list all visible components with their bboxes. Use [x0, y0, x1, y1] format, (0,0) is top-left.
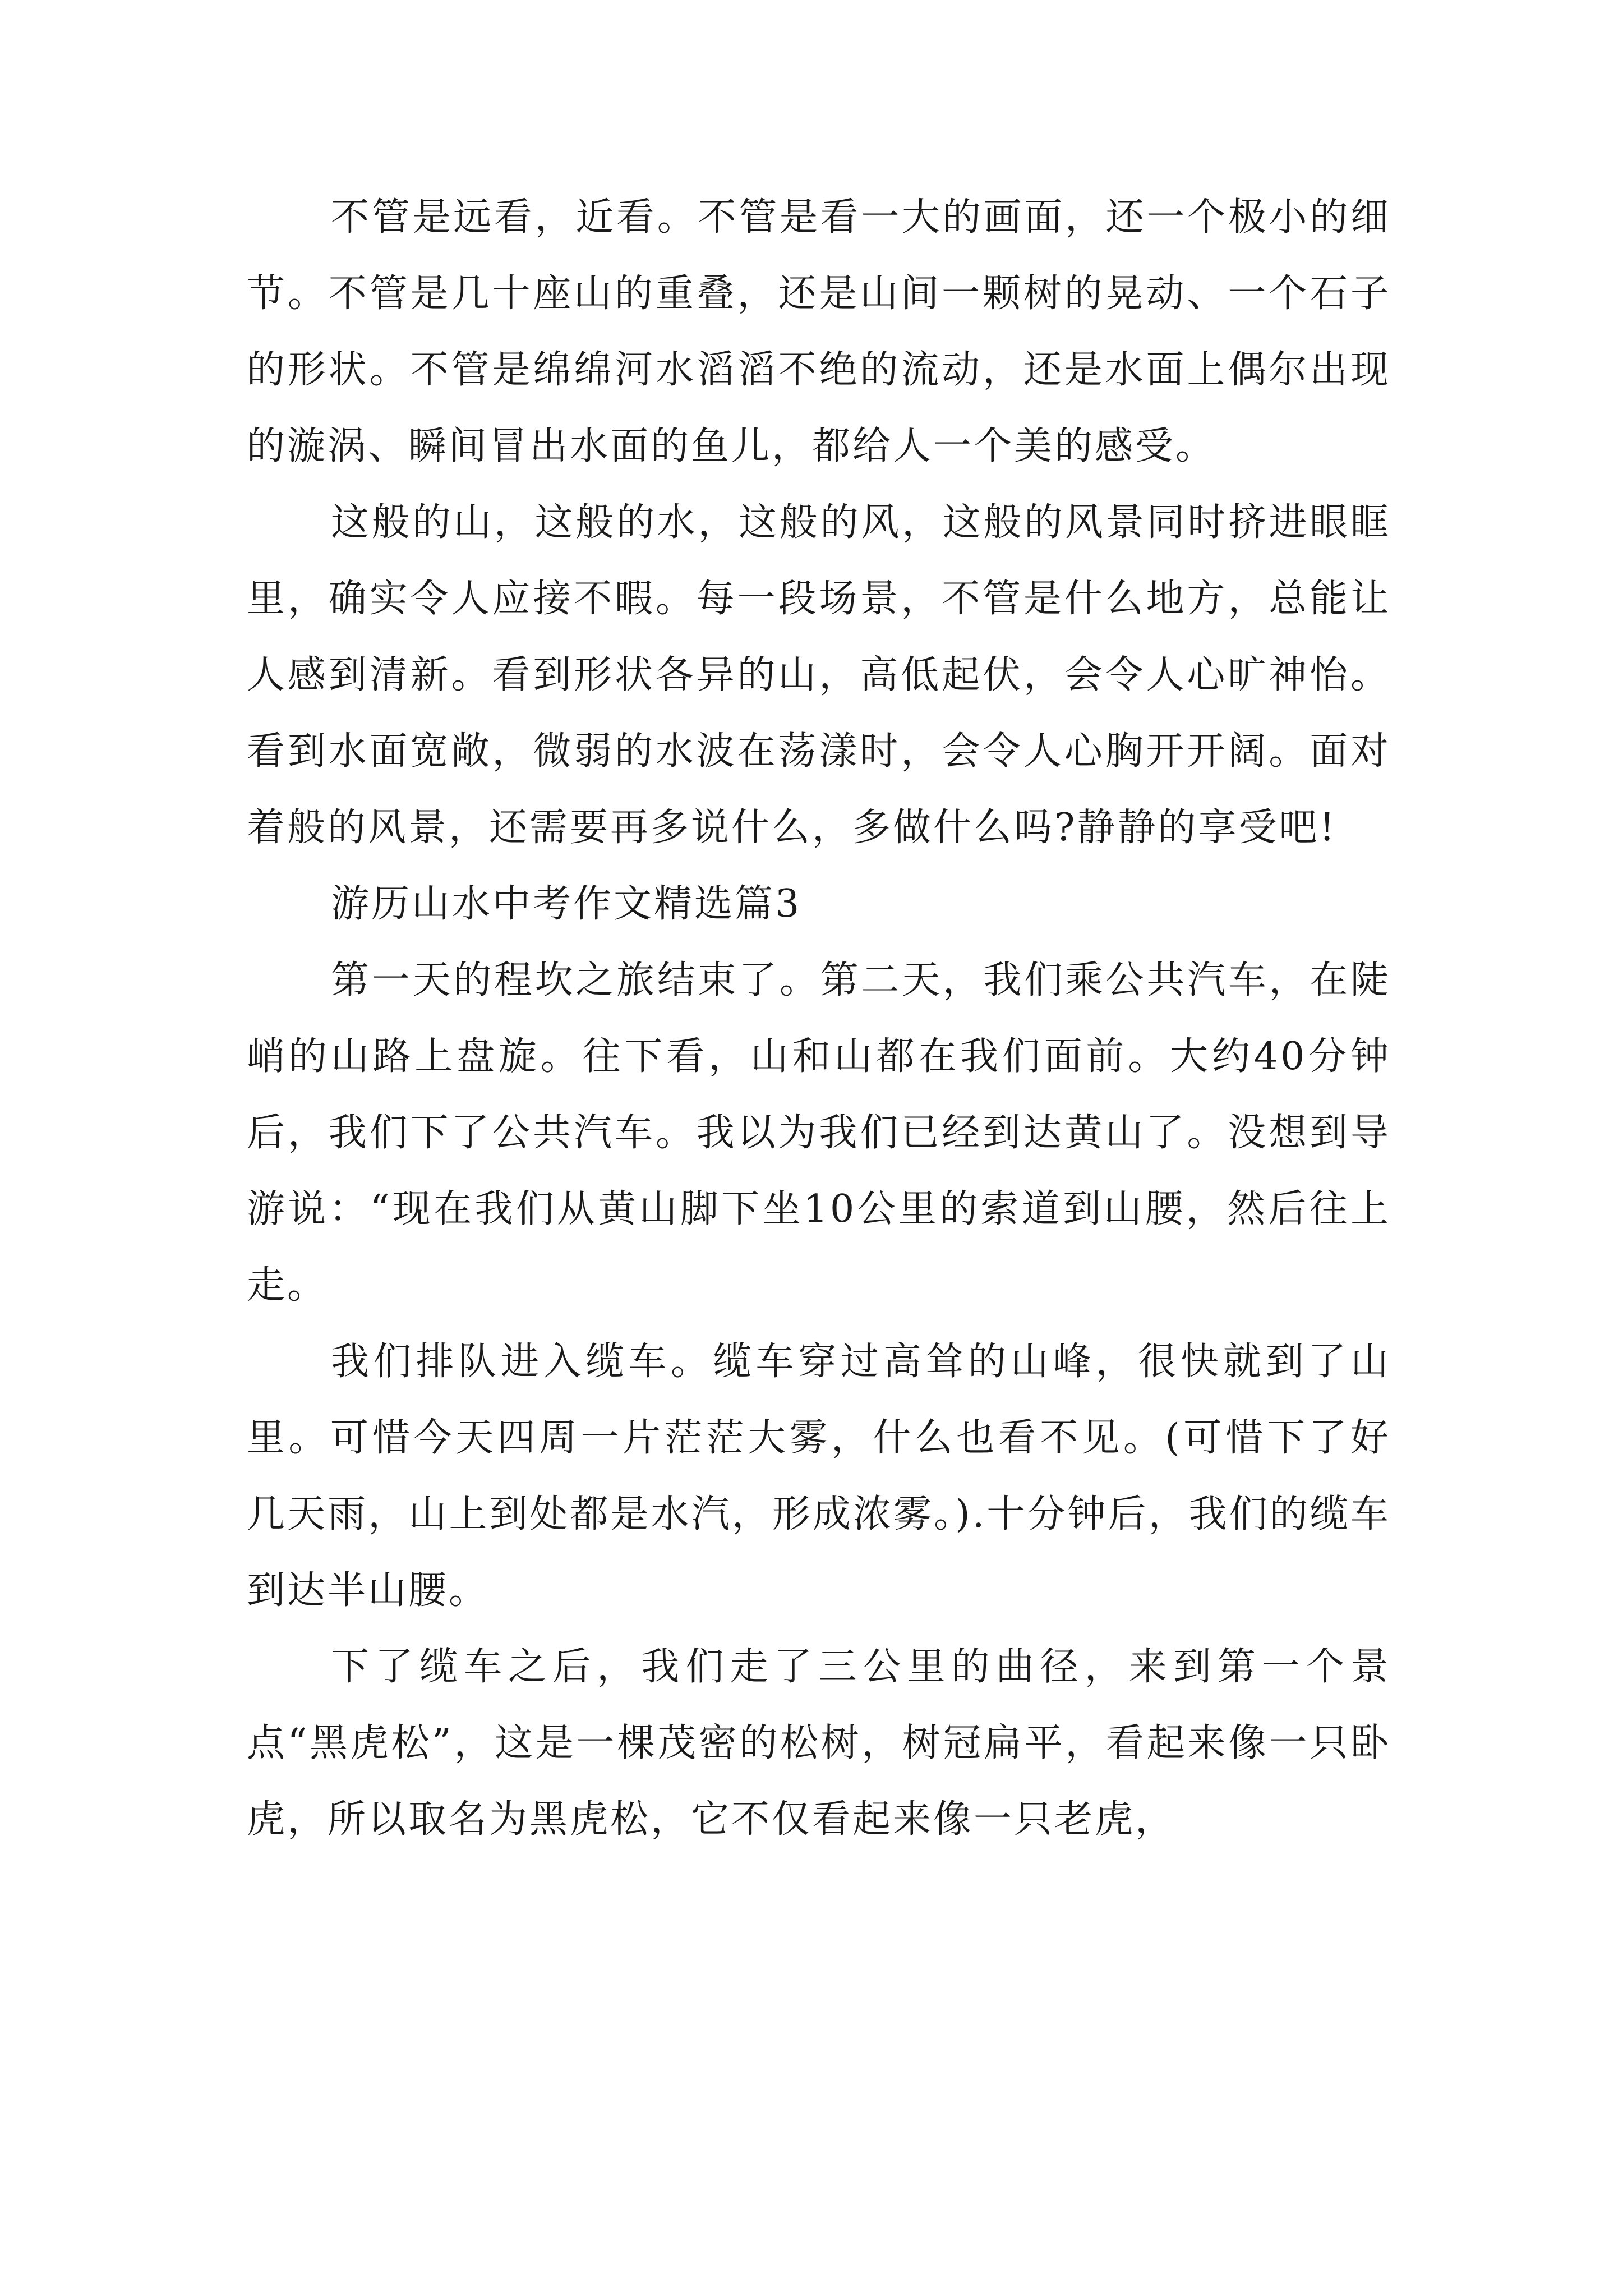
- paragraph: 不管是远看，近看。不管是看一大的画面，还一个极小的细节。不管是几十座山的重叠，还是山间一颗树的晃动、一个石子的形状。不管是绵绵河水滔滔不绝的流动，还是水面上偶尔出现的漩涡、瞬间冒出水面的鱼儿，都给人一个美的感受。: [247, 195, 1391, 468]
- paragraph: 我们排队进入缆车。缆车穿过高耸的山峰，很快就到了山里。可惜今天四周一片茫茫大雾，什么也看不见。(可惜下了好几天雨，山上到处都是水汽，形成浓雾。).十分钟后，我们的缆车到达半山腰。: [247, 1340, 1391, 1613]
- section-heading: 游历山水中考作文精选篇3: [331, 882, 802, 926]
- paragraph: 下了缆车之后，我们走了三公里的曲径，来到第一个景点“黑虎松”，这是一棵茂密的松树，树冠扁平，看起来像一只卧虎，所以取名为黑虎松，它不仅看起来像一只老虎，: [247, 1645, 1391, 1842]
- paragraph: 这般的山，这般的水，这般的风，这般的风景同时挤进眼眶里，确实令人应接不暇。每一段场景，不管是什么地方，总能让人感到清新。看到形状各异的山，高低起伏，会令人心旷神怡。看到水面宽敞，微弱的水波在荡漾时，会令人心胸开开阔。面对着般的风景，还需要再多说什么，多做什么吗?静静的享受吧!: [247, 500, 1391, 850]
- document-body: [247, 180, 1391, 1858]
- paragraph: 第一天的程坎之旅结束了。第二天，我们乘公共汽车，在陡峭的山路上盘旋。往下看，山和山都在我们面前。大约40分钟后，我们下了公共汽车。我以为我们已经到达黄山了。没想到导游说：“现在我们从黄山脚下坐10公里的索道到山腰，然后往上走。: [247, 958, 1391, 1308]
